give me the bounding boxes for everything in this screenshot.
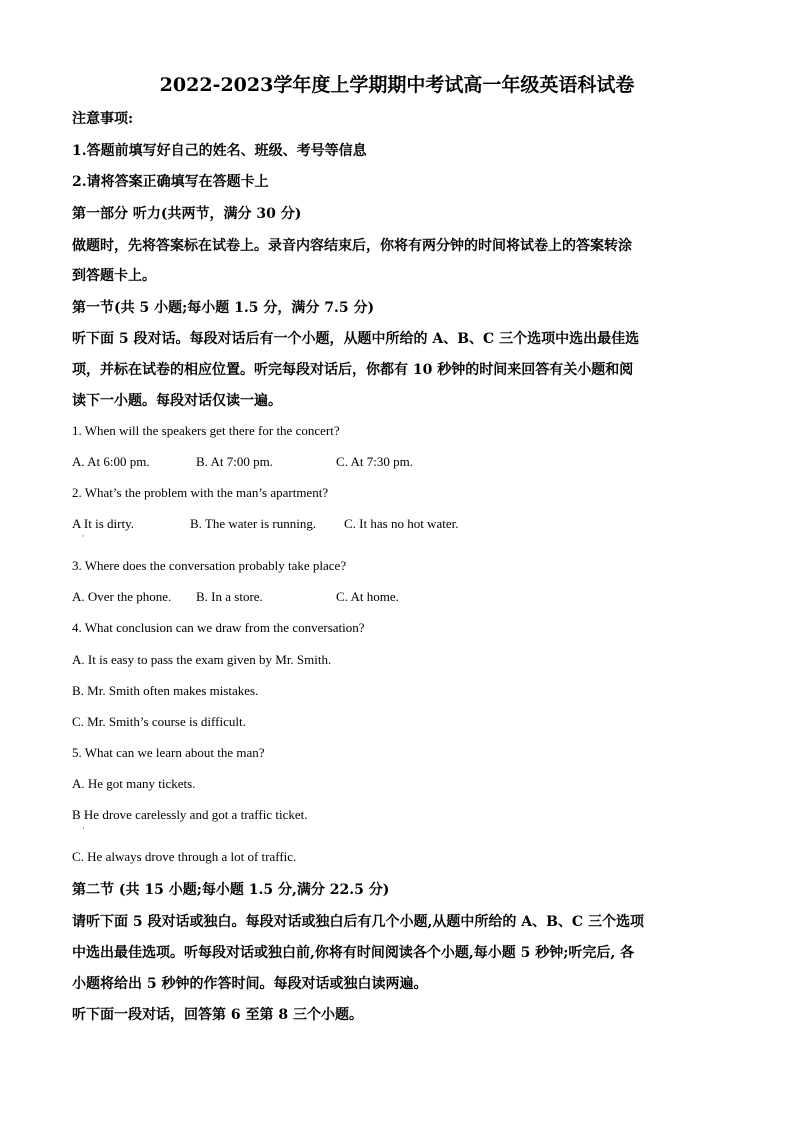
question-3-option-b: B. In a store. <box>196 589 263 604</box>
question-3-stem: 3. Where does the conversation probably take place? <box>72 558 347 573</box>
question-3-option-a: A. Over the phone. <box>72 589 172 604</box>
section1-instructions-line1: 听下面 5 段对话。每段对话后有一个小题，从题中所给的 A、B、C 三个选项中选出最佳选 <box>72 331 640 347</box>
section2-instructions-line2: 中选出最佳选项。听每段对话或独白前,你将有时间阅读各个小题,每小题 5 秒钟;听完后, 各 <box>72 945 635 961</box>
note-item-1: 1.答题前填写好自己的姓名、班级、考号等信息 <box>72 143 367 159</box>
section1-heading: 第一节(共 5 小题;每小题 1.5 分，满分 7.5 分) <box>72 300 375 316</box>
part1-instructions-line2: 到答题卡上。 <box>72 268 156 284</box>
question-2-stem: 2. What’s the problem with the man’s apartment? <box>72 485 329 500</box>
question-2-option-c: C. It has no hot water. <box>344 516 459 531</box>
question-1-stem: 1. When will the speakers get there for the concert? <box>72 423 340 438</box>
section1-instructions-line2: 项，并标在试卷的相应位置。听完每段对话后，你都有 10 秒钟的时间来回答有关小题和阅 <box>72 362 634 378</box>
notes-heading: 注意事项: <box>72 111 134 127</box>
part1-instructions-line1: 做题时，先将答案标在试卷上。录音内容结束后，你将有两分钟的时间将试卷上的答案转涂 <box>72 238 632 254</box>
section2-instructions-line4: 听下面一段对话，回答第 6 至第 8 三个小题。 <box>72 1007 363 1023</box>
question-4-option-b: B. Mr. Smith often makes mistakes. <box>72 683 259 698</box>
question-5-option-b: B He drove carelessly and got a traffic ticket. <box>72 807 308 822</box>
question-4-stem: 4. What conclusion can we draw from the conversation? <box>72 620 365 635</box>
exam-title: 2022-2023学年度上学期期中考试高一年级英语科试卷 <box>159 74 635 96</box>
question-1-option-b: B. At 7:00 pm. <box>196 454 273 469</box>
question-4-option-a: A. It is easy to pass the exam given by Mr. Smith. <box>72 652 332 667</box>
question-2-option-b: B. The water is running. <box>190 516 317 531</box>
question-3-option-c: C. At home. <box>336 589 399 604</box>
part1-heading: 第一部分 听力(共两节，满分 30 分) <box>72 206 302 222</box>
question-5-stem: 5. What can we learn about the man? <box>72 745 265 760</box>
section1-instructions-line3: 读下一小题。每段对话仅读一遍。 <box>72 393 282 409</box>
question-1-option-a: A. At 6:00 pm. <box>72 454 150 469</box>
question-4-option-c: C. Mr. Smith’s course is difficult. <box>72 714 246 729</box>
question-5-option-c: C. He always drove through a lot of traffic. <box>72 849 297 864</box>
question-2-option-a: A It is dirty. <box>72 516 134 531</box>
section2-heading: 第二节 (共 15 小题;每小题 1.5 分,满分 22.5 分) <box>72 882 390 898</box>
question-1-option-c: C. At 7:30 pm. <box>336 454 413 469</box>
underdot-mark: · <box>82 532 85 541</box>
question-5-option-a: A. He got many tickets. <box>72 776 196 791</box>
note-item-2: 2.请将答案正确填写在答题卡上 <box>72 174 269 190</box>
underdot-mark: · <box>82 824 85 833</box>
section2-instructions-line3: 小题将给出 5 秒钟的作答时间。每段对话或独白读两遍。 <box>72 976 428 992</box>
section2-instructions-line1: 请听下面 5 段对话或独白。每段对话或独白后有几个小题,从题中所给的 A、B、C 三个选项 <box>72 914 644 930</box>
